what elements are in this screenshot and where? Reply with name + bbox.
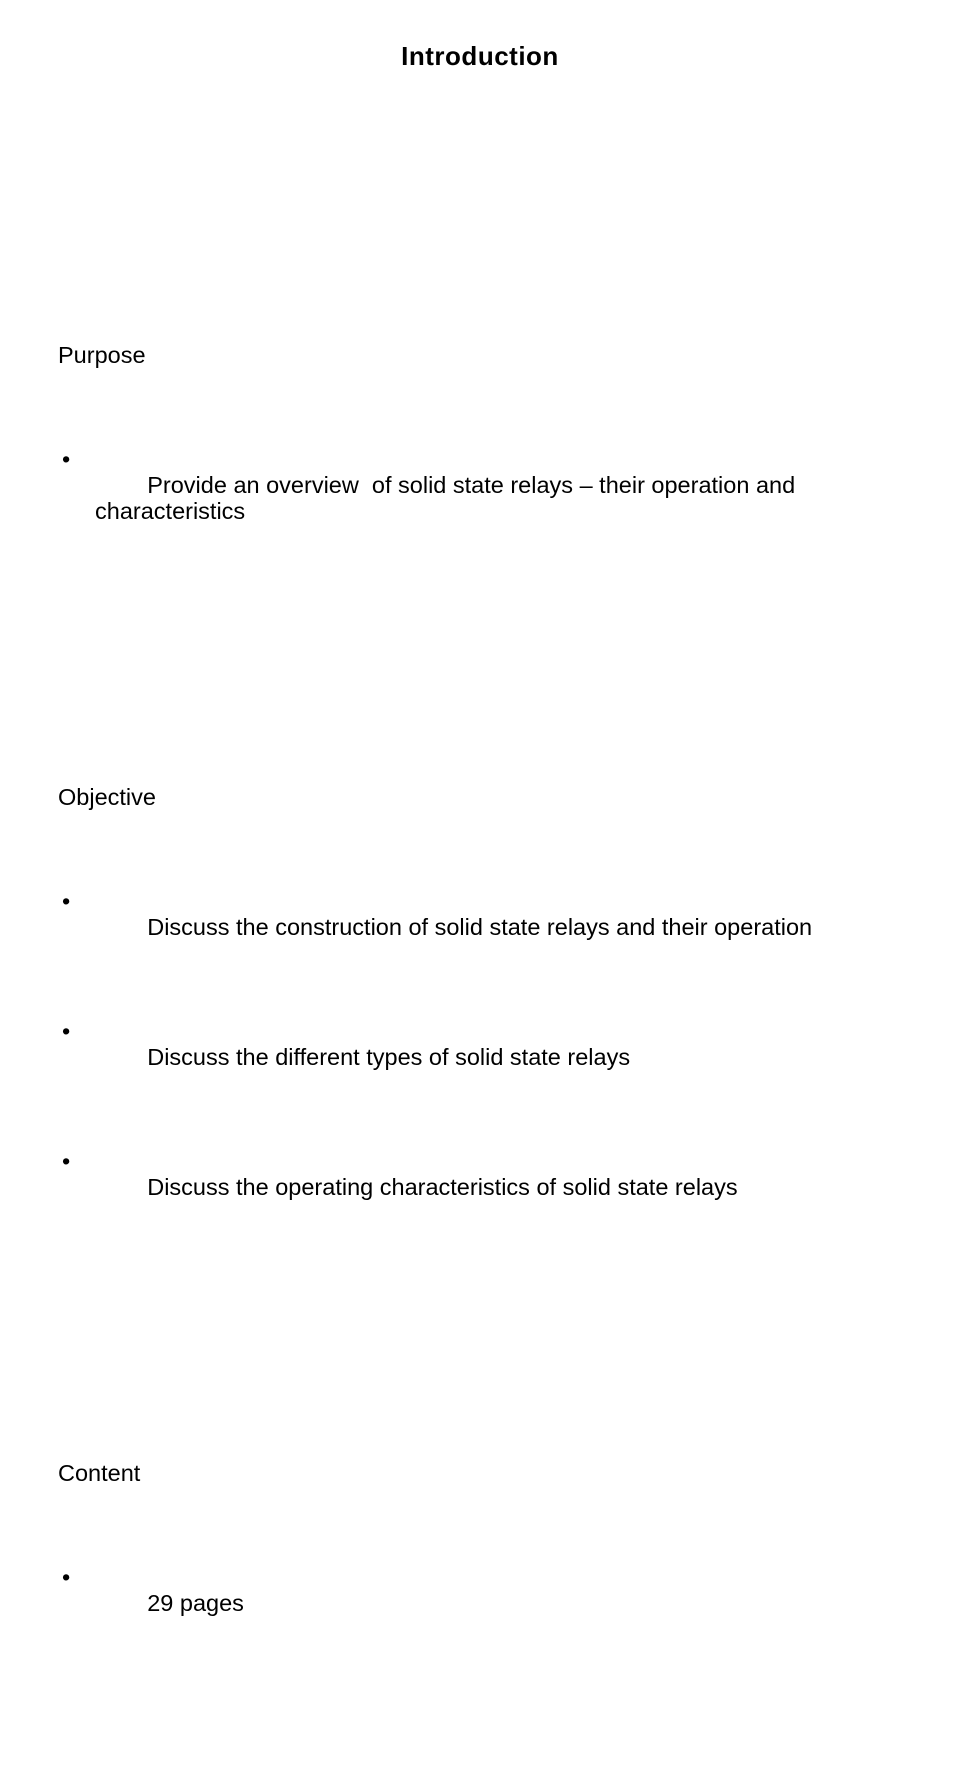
section-objective: [58, 732, 938, 1278]
slide-title: Introduction: [401, 41, 559, 71]
bullet-marker: •: [62, 1018, 71, 1044]
section-heading: Content: [58, 1460, 141, 1486]
section-purpose: [58, 290, 938, 602]
bullet-item: [58, 1148, 938, 1226]
bullet-text: 29 pages: [147, 1590, 244, 1616]
slide-body: [58, 186, 938, 1772]
bullet-marker: •: [62, 446, 71, 472]
bullet-marker: •: [62, 1148, 71, 1174]
section-content: [58, 1408, 938, 1694]
bullet-item: [58, 1564, 938, 1642]
bullet-text: Discuss the operating characteristics of solid state relays: [147, 1174, 738, 1200]
bullet-item: [58, 446, 938, 550]
bullet-marker: •: [62, 1564, 71, 1590]
bullet-item: [58, 888, 938, 966]
section-heading: Objective: [58, 784, 156, 810]
bullet-marker: •: [62, 888, 71, 914]
bullet-text: Discuss the construction of solid state relays and their operation: [147, 914, 813, 940]
bullet-text: Discuss the different types of solid state relays: [147, 1044, 631, 1070]
bullet-item: [58, 1018, 938, 1096]
section-heading: Purpose: [58, 342, 146, 368]
bullet-text: Provide an overview of solid state relays – their operation and characteristics: [95, 472, 802, 524]
